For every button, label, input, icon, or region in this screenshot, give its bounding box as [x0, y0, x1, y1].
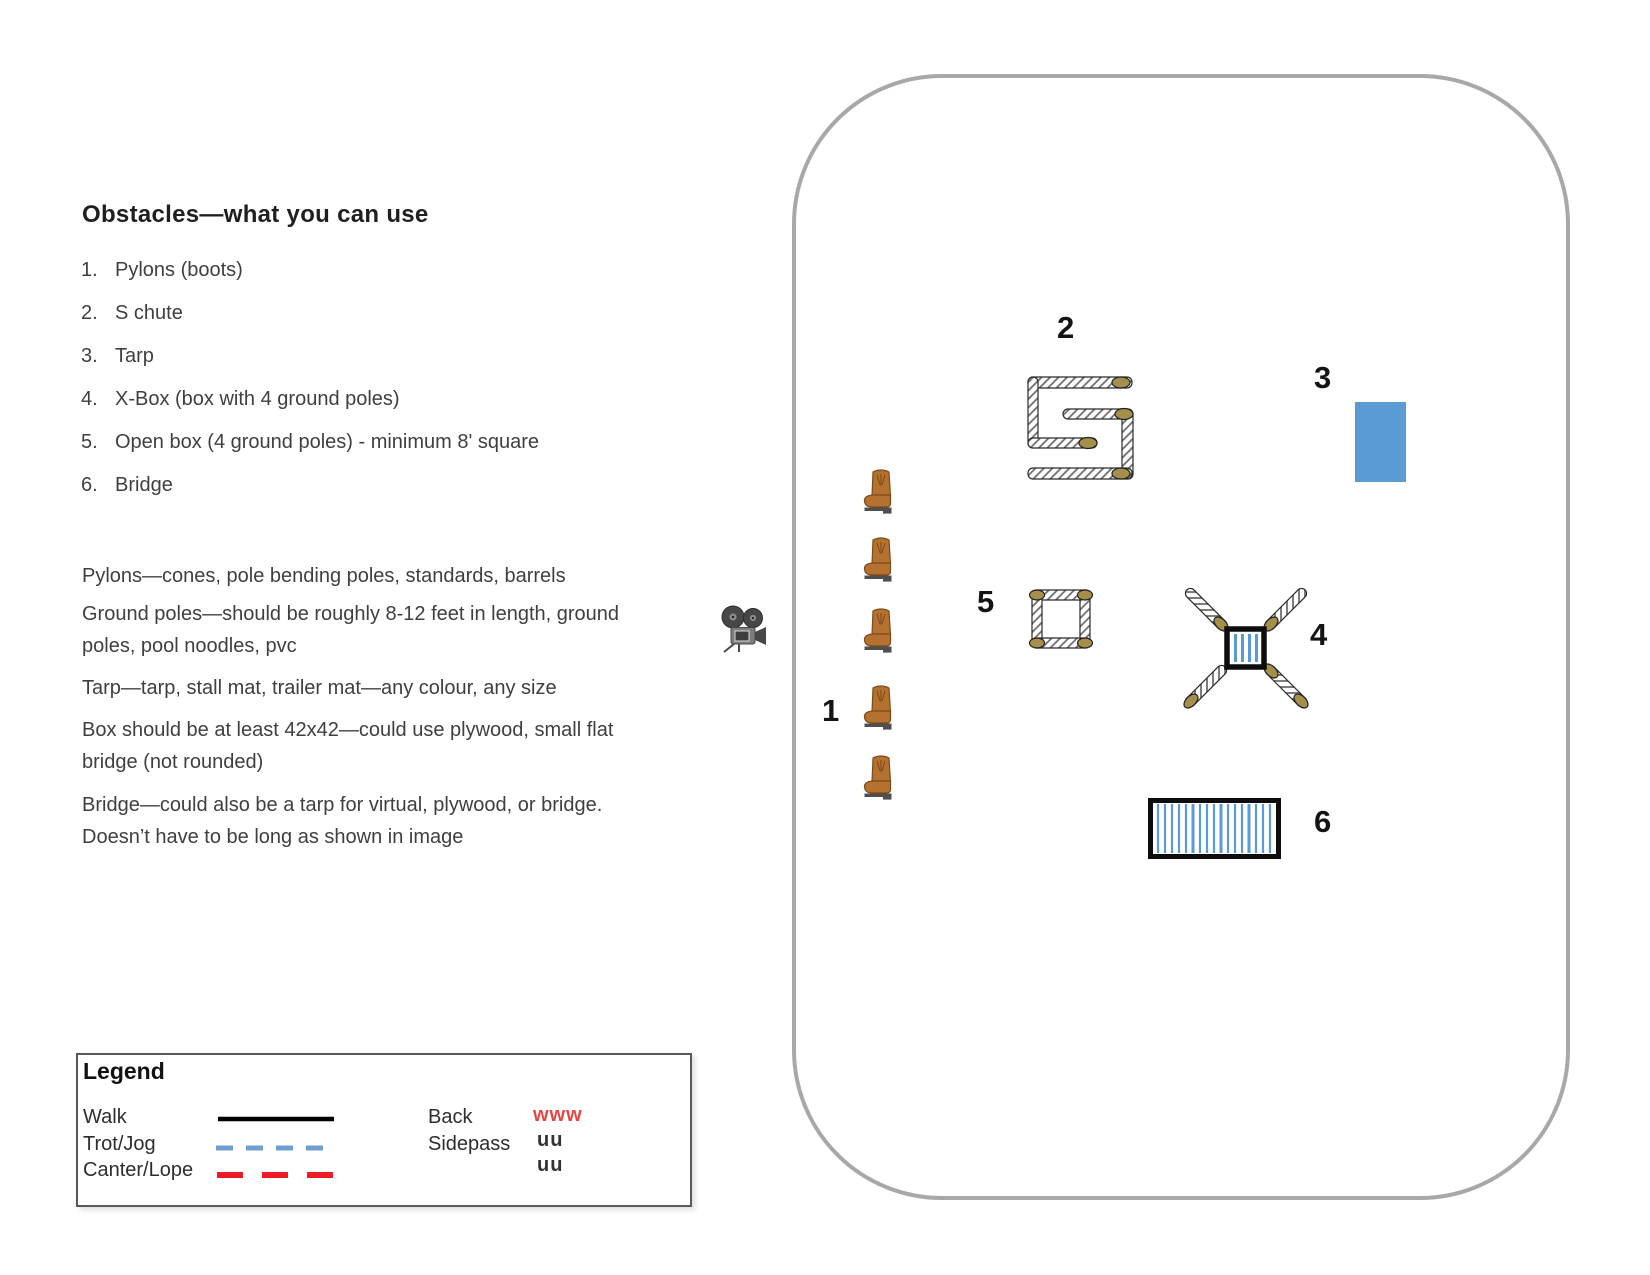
list-item-number: 6.	[81, 474, 98, 496]
list-item-text: S chute	[115, 302, 183, 324]
s-chute-obstacle	[1020, 372, 1140, 484]
cowboy-boot-icon	[862, 684, 900, 730]
note-paragraph: Ground poles—should be roughly 8-12 feet in length, ground poles, pool noodles, pvc	[82, 603, 620, 657]
note-paragraph: Bridge—could also be a tarp for virtual, plywood, or bridge. Doesn’t have to be long as shown in image	[82, 794, 603, 848]
list-item	[81, 421, 701, 464]
list-item-number: 2.	[81, 302, 98, 324]
canter-line-sample	[215, 1169, 337, 1181]
cowboy-boot-icon	[862, 607, 900, 653]
list-item	[81, 464, 701, 507]
note-paragraph: Pylons—cones, pole bending poles, standards, barrels	[82, 565, 566, 587]
marker-3-tarp: 3	[1314, 360, 1332, 395]
legend-canter-label: Canter/Lope	[83, 1159, 194, 1181]
obstacle-list	[81, 249, 701, 507]
open-box-obstacle	[1027, 585, 1095, 653]
trot-line-sample	[214, 1143, 330, 1153]
tarp-obstacle	[1355, 402, 1406, 482]
marker-1-pylons: 1	[822, 693, 840, 728]
marker-2-s-chute: 2	[1057, 310, 1075, 345]
legend-box	[76, 1053, 692, 1207]
list-item	[81, 249, 701, 292]
list-item-text: Bridge	[115, 474, 173, 496]
page-title: Obstacles—what you can use	[82, 201, 429, 228]
list-item-number: 5.	[81, 431, 98, 453]
list-item-number: 4.	[81, 388, 98, 410]
list-item-number: 3.	[81, 345, 98, 367]
sidepass-symbol: uu	[537, 1154, 564, 1176]
list-item	[81, 292, 701, 335]
list-item-text: Pylons (boots)	[115, 259, 243, 281]
legend-walk-label: Walk	[83, 1106, 127, 1128]
list-item	[81, 335, 701, 378]
back-symbol: www	[533, 1104, 583, 1126]
note-paragraph: Box should be at least 42x42—could use plywood, small flat bridge (not rounded)	[82, 719, 614, 773]
movie-camera-icon	[719, 605, 771, 655]
list-item-number: 1.	[81, 259, 98, 281]
sidepass-symbol: uu	[537, 1129, 564, 1151]
list-item	[81, 378, 701, 421]
x-box-obstacle	[1180, 585, 1316, 710]
cowboy-boot-icon	[862, 468, 900, 514]
legend-trot-label: Trot/Jog	[83, 1133, 156, 1155]
marker-4-x-box: 4	[1310, 617, 1328, 652]
list-item-text: Open box (4 ground poles) - minimum 8' square	[115, 431, 540, 453]
marker-6-bridge: 6	[1314, 804, 1332, 839]
legend-sidepass-label: Sidepass	[428, 1133, 511, 1155]
legend-title: Legend	[83, 1058, 165, 1084]
marker-5-open-box: 5	[977, 584, 995, 619]
legend-back-label: Back	[428, 1106, 473, 1128]
cowboy-boot-icon	[862, 754, 900, 800]
note-paragraph: Tarp—tarp, stall mat, trailer mat—any colour, any size	[82, 677, 557, 699]
bridge-obstacle	[1148, 798, 1281, 859]
list-item-text: X-Box (box with 4 ground poles)	[115, 388, 400, 410]
list-item-text: Tarp	[115, 345, 154, 367]
walk-line-sample	[216, 1114, 338, 1124]
cowboy-boot-icon	[862, 536, 900, 582]
